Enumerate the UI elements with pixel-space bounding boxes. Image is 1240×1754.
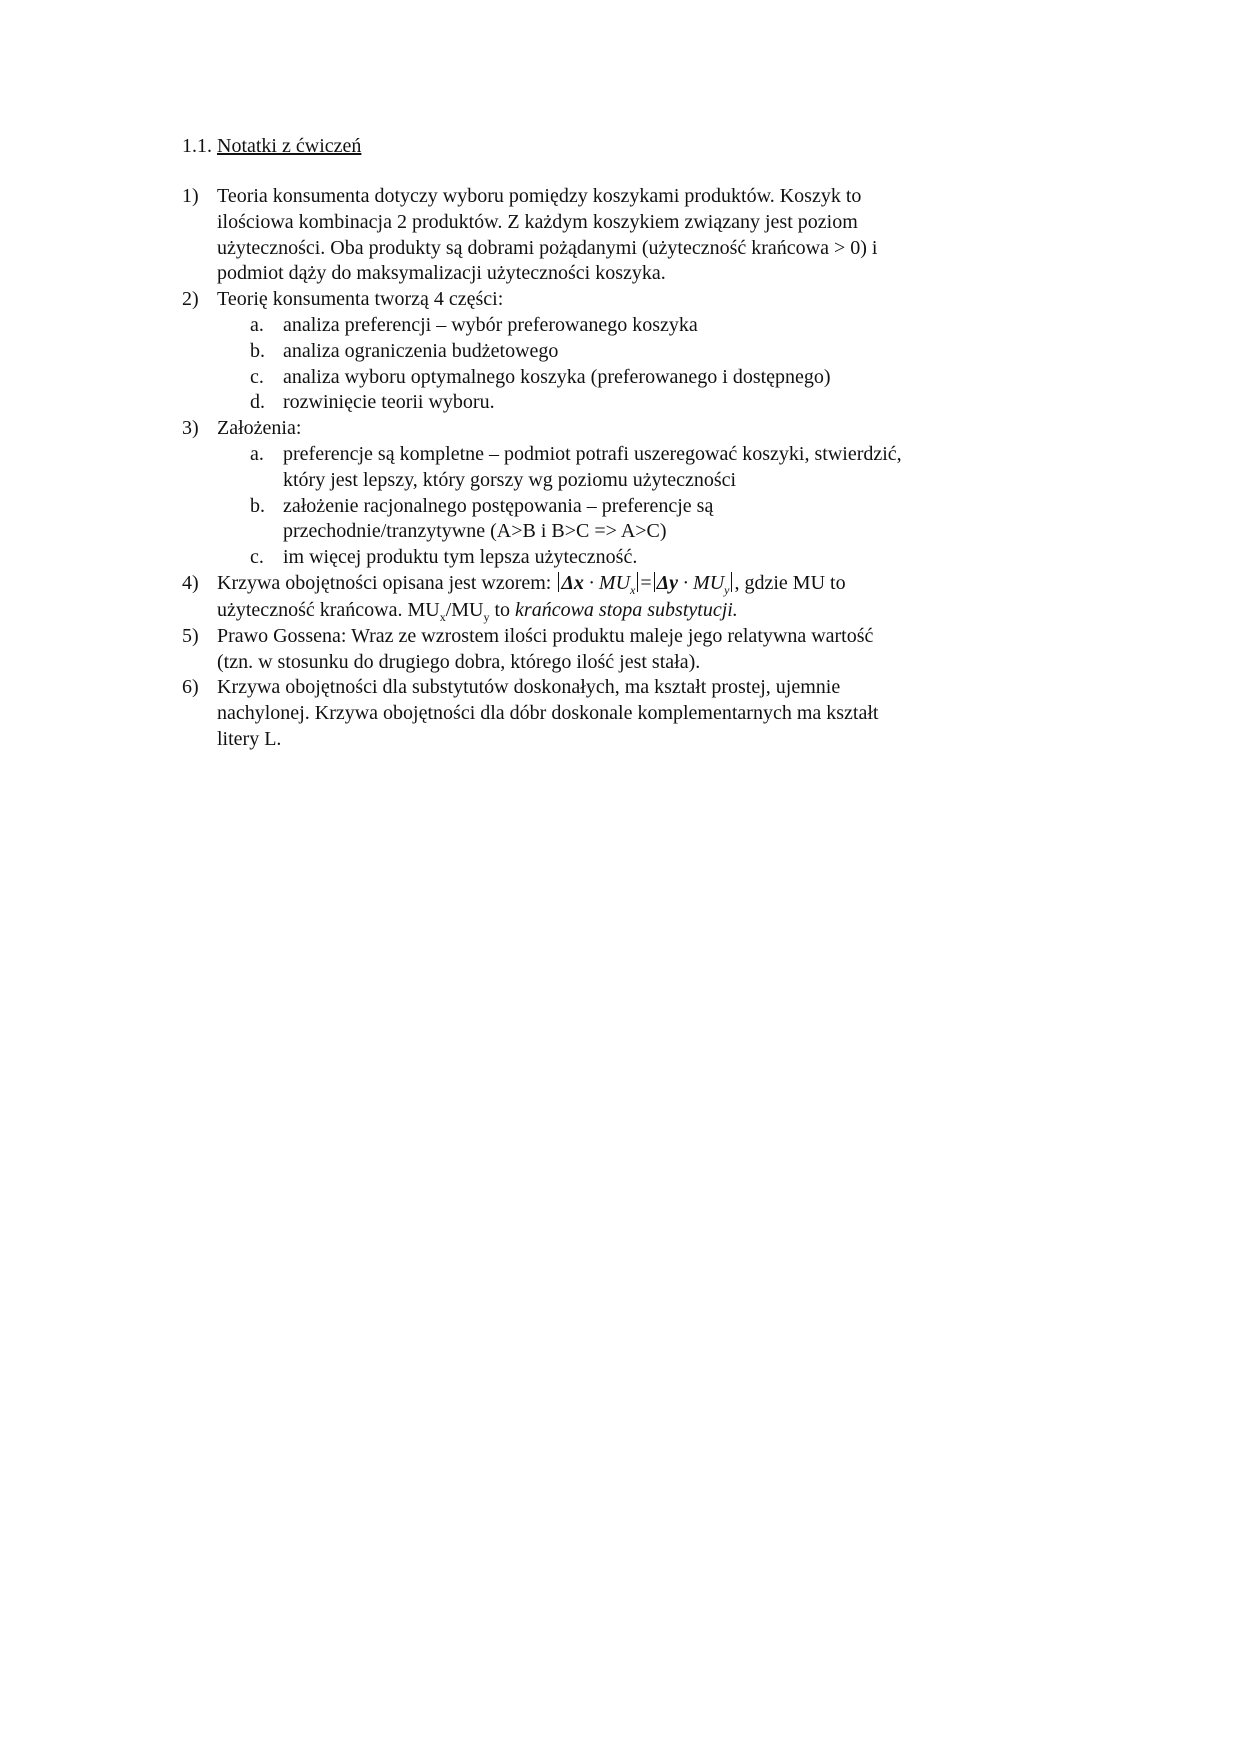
item-text: nachylonej. Krzywa obojętności dla dóbr doskonale komplementarnych ma kształt [217,702,879,725]
item-number: 3) [182,417,199,440]
item-text-part: , gdzie MU to [734,571,846,594]
item-text: użyteczności. Oba produkty są dobrami pożądanymi (użyteczność krańcowa > 0) i [217,236,878,259]
sub-letter: c. [250,365,264,388]
item-number: 4) [182,571,199,594]
item-text: Teoria konsumenta dotyczy wyboru pomiędzy koszykami produktów. Koszyk to [217,185,862,207]
item-text: litery L. [217,727,282,750]
sub-letter: c. [250,546,264,569]
indifference-formula [556,571,734,597]
sub-letter: d. [250,391,265,414]
sub-letter: a. [250,313,264,336]
subscript-x: x [439,609,446,624]
formula-mu: MU [598,571,631,594]
sub-text: założenie racjonalnego postępowania – preferencje są [283,494,714,517]
sub-text: preferencje są kompletne – podmiot potrafi uszeregować koszyki, stwierdzić, [283,442,902,465]
formula-dx: Δx [561,571,584,594]
item-text: podmiot dąży do maksymalizacji użyteczności koszyka. [217,262,666,285]
formula-mu: MU [693,571,725,594]
formula-sub-x: x [630,582,636,597]
formula-eq: = [640,571,652,594]
subscript-y: y [483,609,490,624]
item-text: Krzywa obojętności dla substytutów doskonałych, ma kształt prostej, ujemnie [217,676,841,699]
sub-text: który jest lepszy, który gorszy wg poziomu użyteczności [283,468,737,491]
item-text-part: /MU [445,598,484,621]
item-text: (tzn. w stosunku do drugiego dobra, którego ilość jest stała). [217,650,701,673]
item-text-part: Krzywa obojętności opisana jest wzorem: [217,571,557,594]
item-text: Teorię konsumenta tworzą 4 części: [217,288,504,311]
sub-letter: b. [250,494,265,517]
sub-text: przechodnie/tranzytywne (A>B i B>C => A>C) [283,520,667,543]
item-number: 2) [182,288,199,311]
item-number: 1) [182,185,199,207]
item-text: Prawo Gossena: Wraz ze wzrostem ilości produktu maleje jego relatywna wartość [217,624,874,647]
sub-text: analiza ograniczenia budżetowego [283,339,559,362]
formula-dy: Δy [656,571,679,594]
sub-text: analiza preferencji – wybór preferowanego koszyka [283,313,698,336]
formula-dot: · [588,571,594,594]
sub-text: rozwinięcie teorii wyboru. [283,391,495,414]
item-number: 6) [182,676,199,699]
sub-text: analiza wyboru optymalnego koszyka (preferowanego i dostępnego) [283,365,831,388]
item-text: ilościowa kombinacja 2 produktów. Z każdym koszykiem związany jest poziom [217,210,858,233]
sub-text: im więcej produktu tym lepsza użyteczność. [283,546,638,569]
formula-dot: · [683,571,689,594]
mrs-term: krańcowa stopa substytucji. [515,598,738,621]
item-number: 5) [182,624,199,647]
sub-letter: b. [250,339,265,362]
heading-text: Notatki z ćwiczeń [217,135,362,157]
item-text-part: to [489,598,516,621]
heading-number: 1.1. [182,135,212,157]
item-text-part: użyteczność krańcowa. MU [217,598,440,621]
formula-sub-y: y [724,582,730,597]
section-heading [182,133,361,159]
item-text: Założenia: [217,417,302,440]
sub-letter: a. [250,442,264,465]
